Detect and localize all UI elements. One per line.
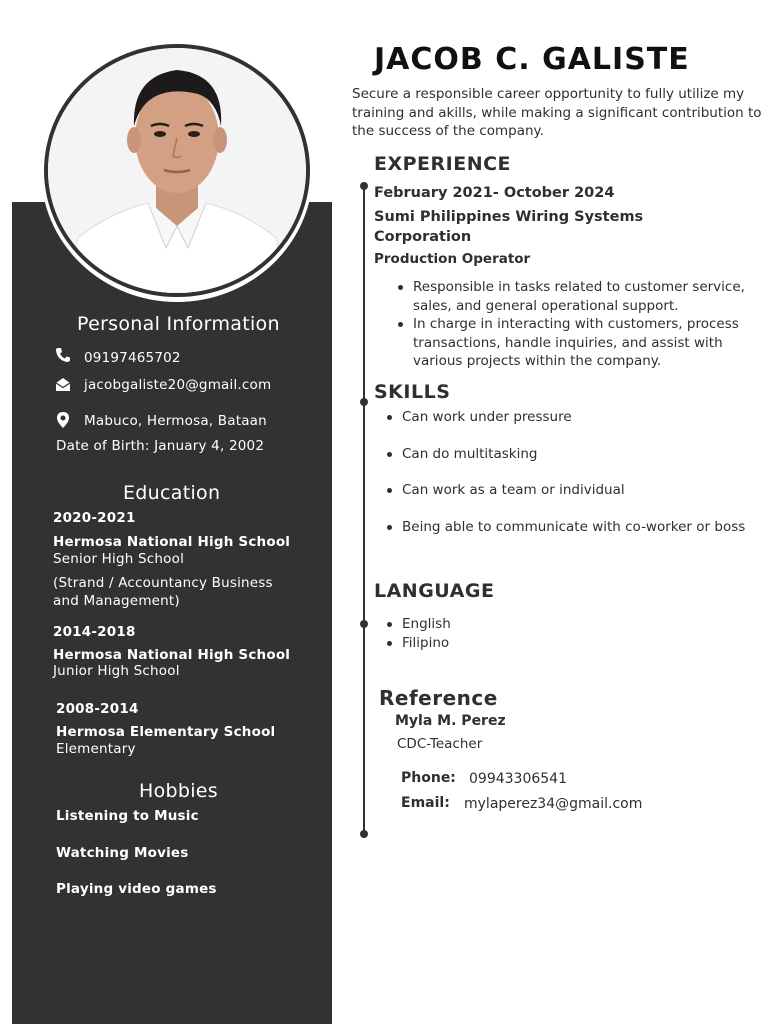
education-level: Junior High School <box>53 663 180 679</box>
experience-heading: EXPERIENCE <box>374 153 512 175</box>
phone-icon <box>54 346 72 364</box>
hobby-item: Playing video games <box>56 881 217 897</box>
experience-company: Sumi Philippines Wiring Systems Corporation <box>374 209 644 245</box>
skill-item: Being able to communicate with co-worker or boss <box>402 518 752 537</box>
language-item: English <box>402 615 602 634</box>
timeline-line <box>363 186 365 834</box>
date-of-birth: Date of Birth: January 4, 2002 <box>56 438 265 454</box>
skills-heading: SKILLS <box>374 381 451 403</box>
education-years: 2014-2018 <box>53 624 136 640</box>
reference-phone: 09943306541 <box>469 771 567 787</box>
person-portrait-icon <box>48 48 306 293</box>
language-heading: LANGUAGE <box>374 580 495 602</box>
timeline-dot <box>360 830 368 838</box>
reference-phone-label: Phone: <box>401 770 456 786</box>
career-summary: Secure a responsible career opportunity to fully utilize my training and akills, while making a significant contribution to the success of the company. <box>352 86 762 139</box>
skills-list <box>402 408 752 536</box>
language-item: Filipino <box>402 634 602 653</box>
education-level: Elementary <box>56 741 136 757</box>
education-heading: Education <box>123 482 221 504</box>
hobby-item: Watching Movies <box>56 845 189 861</box>
skill-item: Can work under pressure <box>402 408 752 427</box>
education-years: 2020-2021 <box>53 510 136 526</box>
reference-title: CDC-Teacher <box>397 736 483 752</box>
personal-info-heading: Personal Information <box>77 313 280 335</box>
education-strand: (Strand / Accountancy Business and Management) <box>53 575 273 609</box>
reference-name: Myla M. Perez <box>395 713 506 729</box>
skill-item: Can work as a team or individual <box>402 481 752 500</box>
experience-role: Production Operator <box>374 251 531 267</box>
hobbies-heading: Hobbies <box>139 780 218 802</box>
envelope-icon <box>54 376 72 394</box>
skill-item: Can do multitasking <box>402 445 752 464</box>
reference-email: mylaperez34@gmail.com <box>464 796 643 812</box>
education-level: Senior High School <box>53 551 185 567</box>
education-years: 2008-2014 <box>56 701 139 717</box>
timeline-dot <box>360 398 368 406</box>
duty-item: In charge in interacting with customers, process transactions, handle inquiries, and assist with various projects within the company. <box>413 315 768 371</box>
duty-item: Responsible in tasks related to customer service, sales, and general operational support. <box>413 278 768 315</box>
experience-duties <box>413 278 768 371</box>
email-address: jacobgaliste20@gmail.com <box>84 377 272 393</box>
location-pin-icon <box>54 411 72 429</box>
hobby-item: Listening to Music <box>56 808 199 824</box>
language-list <box>402 615 602 652</box>
address: Mabuco, Hermosa, Bataan <box>84 413 267 429</box>
reference-heading: Reference <box>379 686 498 710</box>
full-name: JACOB C. GALISTE <box>374 42 690 77</box>
reference-email-label: Email: <box>401 795 450 811</box>
profile-photo <box>44 44 310 297</box>
phone-number: 09197465702 <box>84 350 181 366</box>
education-school: Hermosa National High School <box>53 534 291 550</box>
timeline-dot <box>360 182 368 190</box>
experience-period: February 2021- October 2024 <box>374 185 615 201</box>
timeline-dot <box>360 620 368 628</box>
education-school: Hermosa National High School <box>53 647 291 663</box>
education-school: Hermosa Elementary School <box>56 724 276 740</box>
